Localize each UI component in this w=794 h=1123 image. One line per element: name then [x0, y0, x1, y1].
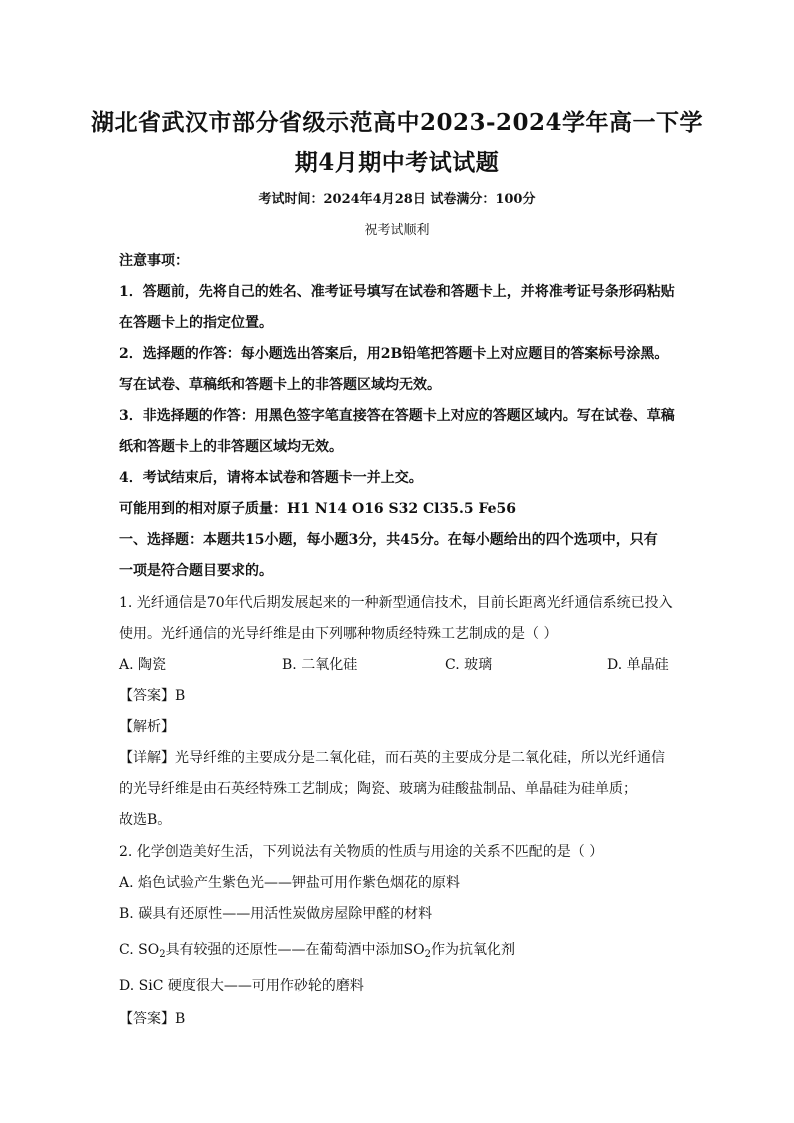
q2-option-b: B. 碳具有还原性——用活性炭做房屋除甲醛的材料: [119, 906, 433, 922]
section-1-heading-a: 一、选择题：本题共15小题，每小题3分，共45分。在每小题给出的四个选项中，只有: [119, 532, 658, 548]
atomic-masses: 可能用到的相对原子质量：H1 N14 O16 S32 Cl35.5 Fe56: [119, 501, 517, 517]
exam-title-line-1: 湖北省武汉市部分省级示范高中2023-2024学年高一下学: [90, 109, 704, 136]
note-3-line-b: 纸和答题卡上的非答题区域均无效。: [119, 439, 343, 455]
note-1-line-b: 在答题卡上的指定位置。: [119, 315, 273, 331]
q2-option-c-subscript-1: 2: [159, 949, 166, 960]
q2-answer: 【答案】B: [119, 1011, 186, 1027]
q2-option-c-prefix: C. SO: [119, 942, 160, 958]
q2-option-c-middle: 具有较强的还原性——在葡萄酒中添加SO: [165, 942, 425, 958]
q2-option-c: [119, 939, 515, 960]
q1-detail-line-a: 【详解】光导纤维的主要成分是二氧化硅，而石英的主要成分是二氧化硅，所以光纤通信: [119, 750, 665, 766]
exam-title-line-2: 期4月期中考试试题: [294, 149, 500, 176]
notes-heading: 注意事项：: [119, 253, 189, 269]
q1-detail-line-b: 的光导纤维是由石英经特殊工艺制成；陶瓷、玻璃为硅酸盐制品、单晶硅为硅单质；: [119, 781, 637, 797]
note-2-line-b: 写在试卷、草稿纸和答题卡上的非答题区域均无效。: [119, 377, 441, 393]
q1-stem-line-a: 1. 光纤通信是70年代后期发展起来的一种新型通信技术，目前长距离光纤通信系统已投入: [119, 595, 673, 611]
q2-option-d: D. SiC 硬度很大——可用作砂轮的磨料: [119, 978, 364, 994]
q2-option-a: A. 焰色试验产生紫色光——钾盐可用作紫色烟花的原料: [119, 875, 461, 891]
q1-analysis-label: 【解析】: [119, 719, 175, 735]
exam-info: 考试时间：2024年4月28日 试卷满分：100分: [258, 192, 536, 207]
q1-conclusion: 故选B。: [119, 812, 172, 828]
q2-option-c-subscript-2: 2: [424, 949, 432, 960]
q1-option-b: B. 二氧化硅: [282, 657, 358, 673]
note-4: 4．考试结束后，请将本试卷和答题卡一并上交。: [119, 470, 423, 486]
wish-text: 祝考试顺利: [364, 223, 430, 238]
q1-answer: 【答案】B: [119, 688, 186, 704]
q1-option-a: A. 陶瓷: [119, 657, 167, 673]
q1-stem-line-b: 使用。光纤通信的光导纤维是由下列哪种物质经特殊工艺制成的是（ ）: [119, 626, 558, 642]
note-2-line-a: 2．选择题的作答：每小题选出答案后，用2B铅笔把答题卡上对应题目的答案标号涂黑。: [119, 346, 669, 362]
note-3-line-a: 3．非选择题的作答：用黑色签字笔直接答在答题卡上对应的答题区域内。写在试卷、草稿: [119, 408, 675, 424]
section-1-heading-b: 一项是符合题目要求的。: [119, 563, 273, 579]
note-1-line-a: 1．答题前，先将自己的姓名、准考证号填写在试卷和答题卡上，并将准考证号条形码粘贴: [119, 284, 675, 300]
q2-stem: 2. 化学创造美好生活，下列说法有关物质的性质与用途的关系不匹配的是（ ）: [119, 844, 604, 860]
q2-option-c-suffix: 作为抗氧化剂: [431, 942, 516, 958]
q1-option-d: D. 单晶硅: [607, 657, 669, 673]
q1-option-c: C. 玻璃: [445, 657, 493, 673]
